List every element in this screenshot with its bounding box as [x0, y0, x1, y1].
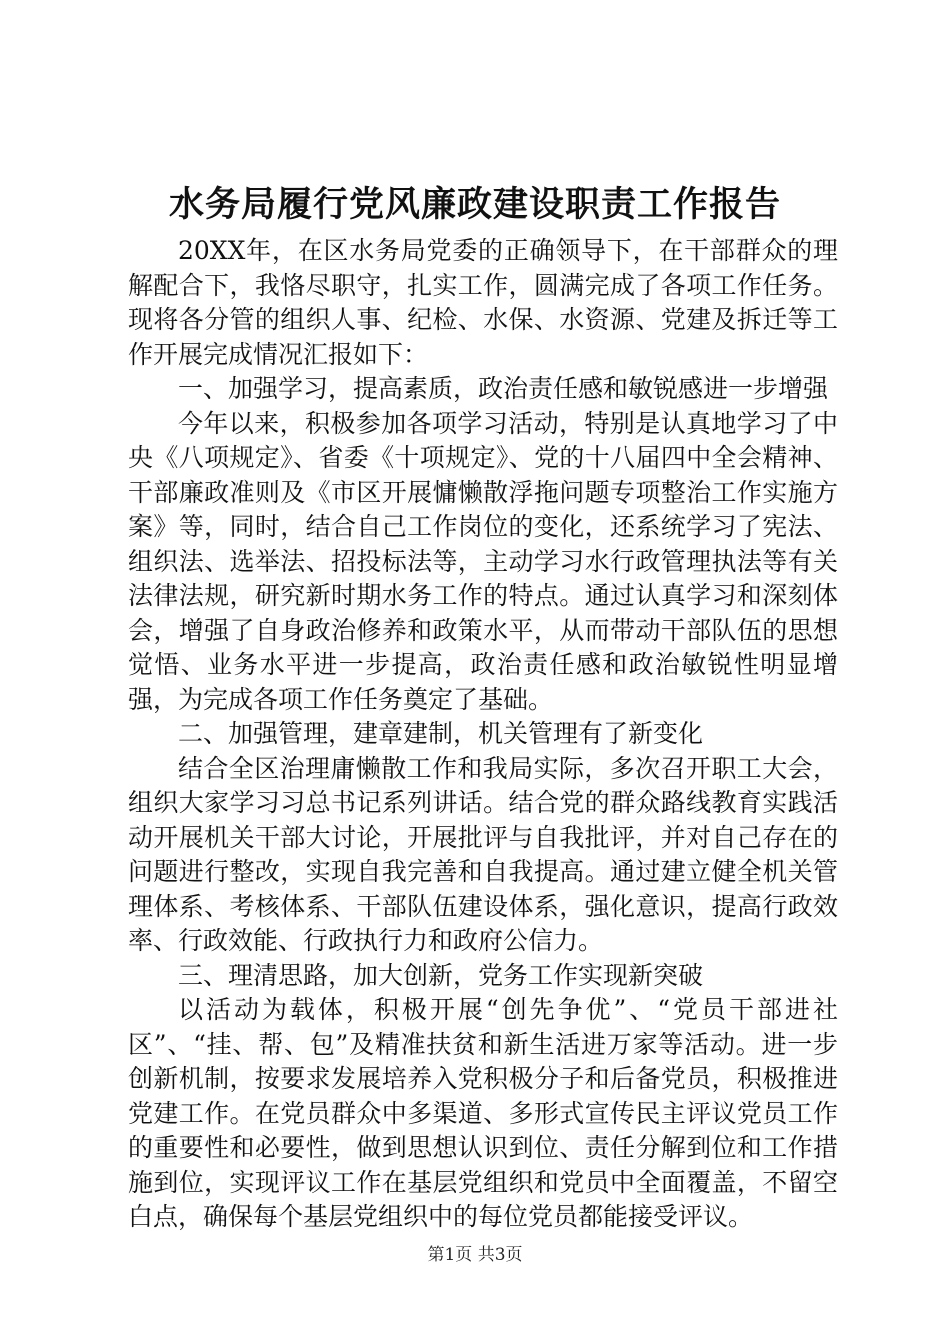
- intro-paragraph: 20XX年，在区水务局党委的正确领导下，在干部群众的理解配合下，我恪尽职守，扎实工作，圆满完成了各项工作任务。现将各分管的组织人事、纪检、水保、水资源、党建及拆迁等工作开展完成情况汇报如下：: [128, 236, 838, 369]
- document-body: [128, 234, 838, 1235]
- section-heading-1: 一、加强学习，提高素质，政治责任感和敏锐感进一步增强: [178, 374, 829, 403]
- section-body-1: 今年以来，积极参加各项学习活动，特别是认真地学习了中央《八项规定》、省委《十项规定》、党的十八届四中全会精神、干部廉政准则及《市区开展慵懒散浮拖问题专项整治工作实施方案》等，同时，结合自己工作岗位的变化，还系统学习了宪法、组织法、选举法、招投标法等，主动学习水行政管理执法等有关法律法规，研究新时期水务工作的特点。通过认真学习和深刻体会，增强了自身政治修养和政策水平，从而带动干部队伍的思想觉悟、业务水平进一步提高，政治责任感和政治敏锐性明显增强，为完成各项工作任务奠定了基础。: [128, 408, 838, 714]
- page-footer: 第1页 共3页: [427, 1245, 523, 1265]
- section-body-2: 结合全区治理庸懒散工作和我局实际，多次召开职工大会，组织大家学习习总书记系列讲话。结合党的群众路线教育实践活动开展机关干部大讨论，开展批评与自我批评，并对自己存在的问题进行整改，实现自我完善和自我提高。通过建立健全机关管理体系、考核体系、干部队伍建设体系，强化意识，提高行政效率、行政效能、行政执行力和政府公信力。: [128, 753, 838, 955]
- section-body-3: 以活动为载体，积极开展“创先争优”、“党员干部进社区”、“挂、帮、包”及精准扶贫和新生活进万家等活动。进一步创新机制，按要求发展培养入党积极分子和后备党员，积极推进党建工作。在党员群众中多渠道、多形式宣传民主评议党员工作的重要性和必要性，做到思想认识到位、责任分解到位和工作措施到位，实现评议工作在基层党组织和党员中全面覆盖，不留空白点，确保每个基层党组织中的每位党员都能接受评议。: [128, 995, 838, 1231]
- section-heading-3: 三、理清思路，加大创新，党务工作实现新突破: [178, 960, 704, 990]
- section-heading-2: 二、加强管理，建章建制，机关管理有了新变化: [178, 719, 704, 748]
- document-title: 水务局履行党风廉政建设职责工作报告: [168, 184, 781, 225]
